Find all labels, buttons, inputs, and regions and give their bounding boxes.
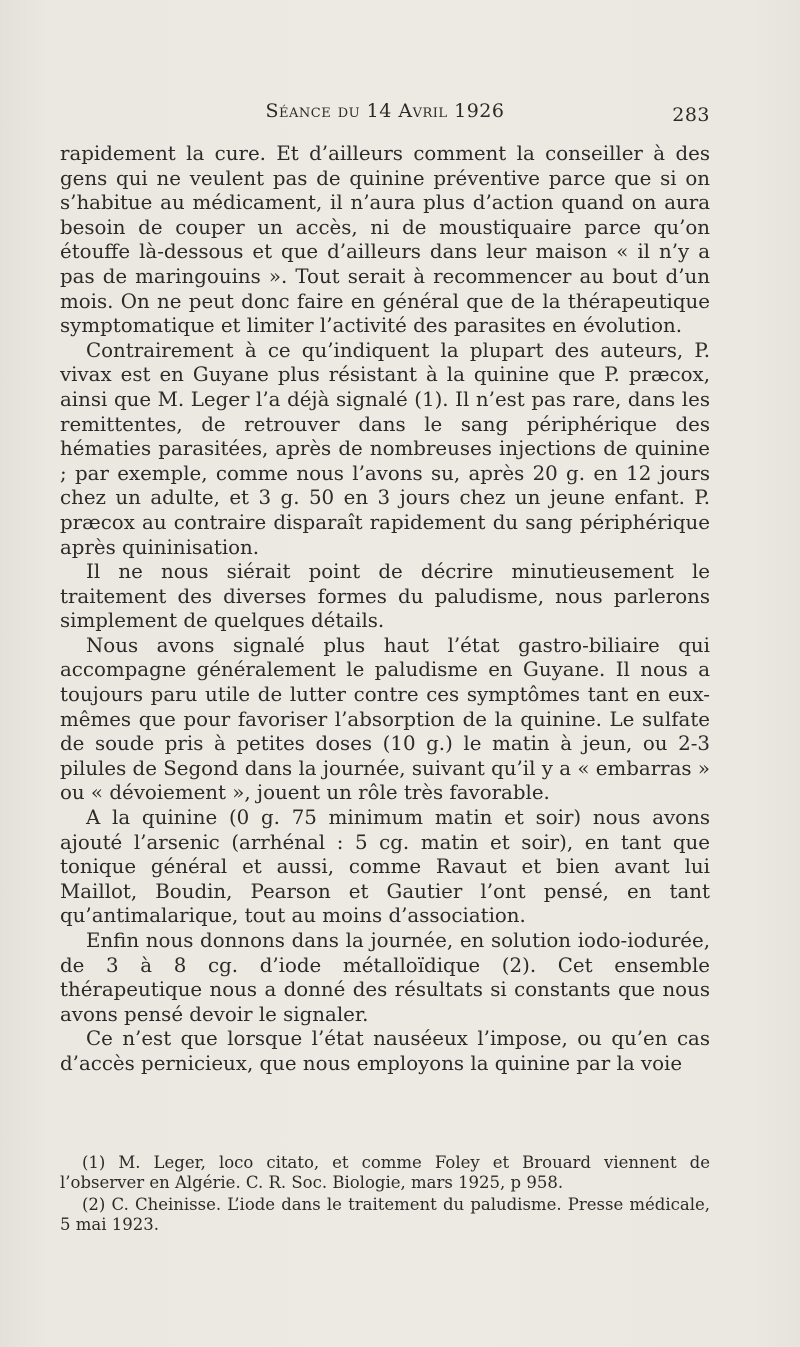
paragraph-1: rapidement la cure. Et d’ailleurs comment la conseiller à des gens qui ne veulent pas de quinine préventive parce que si on s’habitue au médicament, il n’aura plus d’action quand on aura besoin de couper un accès, ni de moustiquaire parce qu’on étouffe là-dessous et que d’ailleurs dans leur maison « il n’y a pas de maringouins ». Tout serait à recommencer au bout d’un mois. On ne peut donc faire en général que de la thérapeutique symptomatique et limiter l’activité des parasites en évolution. xyxy=(60,142,710,338)
paragraph-3: Il ne nous siérait point de décrire minutieusement le traitement des diverses formes du paludisme, nous parlerons simplement de quelques détails. xyxy=(60,560,710,633)
running-head: Séance du 14 Avril 1926 xyxy=(265,100,505,122)
footnote-1: (1) M. Leger, loco citato, et comme Foley et Brouard viennent de l’observer en Algérie. C. R. Soc. Biologie, mars 1925, p 958. xyxy=(60,1153,710,1192)
footnotes xyxy=(60,1153,710,1237)
footnote-2: (2) C. Cheinisse. L’iode dans le traitement du paludisme. Presse médicale, 5 mai 1923. xyxy=(60,1195,710,1234)
paragraph-6: Enfin nous donnons dans la journée, en solution iodo-iodurée, de 3 à 8 cg. d’iode métalloïdique (2). Cet ensemble thérapeutique nous a donné des résultats si constants que nous avons pensé devoir le signaler. xyxy=(60,929,710,1026)
page-number: 283 xyxy=(672,104,710,126)
page-header xyxy=(60,100,710,130)
paragraph-5: A la quinine (0 g. 75 minimum matin et soir) nous avons ajouté l’arsenic (arrhénal : 5 cg. matin et soir), en tant que tonique général et aussi, comme Ravaut et bien avant lui Maillot, Boudin, Pearson et Gautier l’ont pensé, en tant qu’antimalarique, tout au moins d’association. xyxy=(60,806,710,928)
paragraph-2: Contrairement à ce qu’indiquent la plupart des auteurs, P. vivax est en Guyane plus résistant à la quinine que P. præcox, ainsi que M. Leger l’a déjà signalé (1). Il n’est pas rare, dans les remittentes, de retrouver dans le sang périphérique des hématies parasitées, après de nombreuses injections de quinine ; par exemple, comme nous l’avons su, après 20 g. en 12 jours chez un adulte, et 3 g. 50 en 3 jours chez un jeune enfant. P. præcox au contraire disparaît rapidement du sang périphérique après quininisation. xyxy=(60,338,710,559)
paragraph-7: Ce n’est que lorsque l’état nauséeux l’impose, ou qu’en cas d’accès pernicieux, que nous employons la quinine par la voie xyxy=(60,1027,710,1075)
paragraph-4: Nous avons signalé plus haut l’état gastro-biliaire qui accompagne généralement le paludisme en Guyane. Il nous a toujours paru utile de lutter contre ces symptômes tant en eux-mêmes que pour favoriser l’absorption de la quinine. Le sulfate de soude pris à petites doses (10 g.) le matin à jeun, ou 2-3 pilules de Segond dans la journée, suivant qu’il y a « embarras » ou « dévoiement », jouent un rôle très favorable. xyxy=(60,633,710,805)
body-text xyxy=(60,142,710,1077)
